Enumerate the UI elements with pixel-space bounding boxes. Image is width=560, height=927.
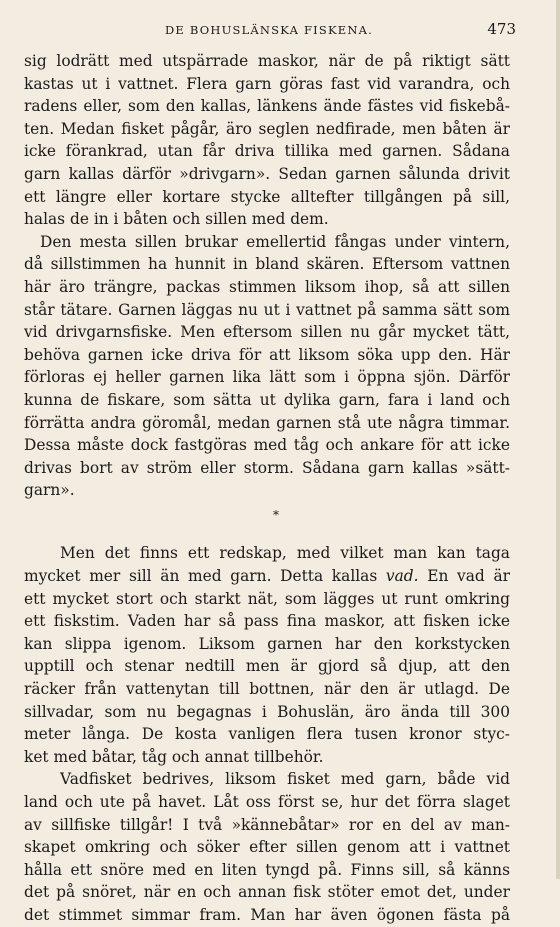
text-line: då sillstimmen ha hunnit in bland skären. Eftersom vattnen	[24, 255, 510, 274]
text-line: ten. Medan fisket pågår, äro seglen nedfirade, men båten är	[24, 119, 510, 138]
text-line: det stimmet simmar fram. Man har även ögonen fästa på	[24, 905, 510, 924]
text-line: Dessa måste dock fastgöras med tåg och ankare för att icke	[24, 436, 510, 455]
emphasized-word: vad.	[385, 567, 419, 586]
text-line: av sillfiske tillgår! I två »kännebåtar» ror en del av man-	[24, 815, 510, 834]
spacer	[24, 524, 510, 542]
text-line: sillvadar, som nu begagnas i Bohuslän, äro ända till 300	[24, 702, 510, 721]
text-line: Vadfisket bedrives, liksom fisket med garn, både vid	[60, 770, 510, 789]
text-line: här äro trängre, packas stimmen liksom ihop, så att sillen	[24, 277, 510, 296]
text-line: skapet omkring och söker efter sillen genom att i vattnet	[24, 838, 510, 857]
text-line: meter långa. De kosta vanligen flera tusen kronor styc-	[24, 725, 510, 744]
text-line: står tätare. Garnen läggas nu ut i vattnet på samma sätt som	[24, 300, 510, 319]
text-line: Den mesta sillen brukar emellertid fångas under vintern,	[40, 232, 510, 251]
text-line: upptill och stenar nedtill men är gjord så djup, att den	[24, 657, 510, 676]
text-fragment: En vad är	[427, 567, 510, 586]
text-line: icke förankrad, utan får driva tillika med garnen. Sådana	[24, 142, 510, 161]
text-line: halas de in i båten och sillen med dem.	[24, 210, 329, 229]
text-line: räcker från vattenytan till bottnen, när den är utlagd. De	[24, 680, 510, 699]
text-line: ett mycket stort och starkt nät, som lägges ut runt omkring	[24, 589, 510, 608]
text-line: garn kallas därför »drivgarn». Sedan garnen sålunda drivit	[24, 164, 510, 183]
text-line: garn».	[24, 481, 75, 500]
text-line: sig lodrätt med utspärrade maskor, när de på riktigt sätt	[24, 52, 510, 70]
text-line: radens eller, som den kallas, länkens ände fästes vid fiskebå-	[24, 97, 510, 116]
text-line: behöva garnen icke driva för att liksom söka upp den. Här	[24, 345, 510, 364]
page-number: 473	[487, 20, 516, 38]
page-header	[22, 20, 516, 40]
text-line: kan slippa igenom. Liksom garnen har den korkstycken	[24, 634, 510, 653]
text-line: land och ute på havet. Låt oss först se, hur det förra slaget	[24, 793, 510, 811]
body-text	[24, 50, 510, 927]
text-line: ket med båtar, tåg och annat tillbehör.	[24, 747, 324, 766]
text-line: det på snöret, när en och annan fisk stöter emot det, under	[24, 883, 510, 902]
text-line: hålla ett snöre med en liten tyngd på. Finns sill, så känns	[24, 860, 510, 879]
section-separator-asterisk: *	[273, 507, 279, 522]
text-line: kunna de fiskare, som sätta ut dylika garn, fara i land och	[24, 390, 510, 409]
text-line: förrätta andra göromål, medan garnen stå ute några timmar.	[24, 413, 510, 432]
text-line: Men det finns ett redskap, med vilket man kan taga	[60, 544, 510, 563]
text-fragment: mycket mer sill än med garn. Detta kallas	[24, 567, 378, 586]
text-line: ett fiskstim. Vaden har så pass fina maskor, att fisken icke	[24, 612, 510, 631]
text-line: förloras ej heller garnen lika lätt som i öppna sjön. Därför	[24, 368, 510, 387]
text-line-with-emphasis	[24, 565, 510, 588]
text-line: drivas bort av ström eller storm. Sådana garn kallas »sätt-	[24, 458, 510, 477]
text-line: ett längre eller kortare stycke alltefter tillgången på sill,	[24, 187, 510, 206]
text-line: kastas ut i vattnet. Flera garn göras fast vid varandra, och	[24, 74, 510, 93]
running-title: DE BOHUSLÄNSKA FISKENA.	[165, 23, 373, 37]
text-line: vid drivgarnsfiske. Men eftersom sillen nu går mycket tätt,	[24, 323, 510, 342]
